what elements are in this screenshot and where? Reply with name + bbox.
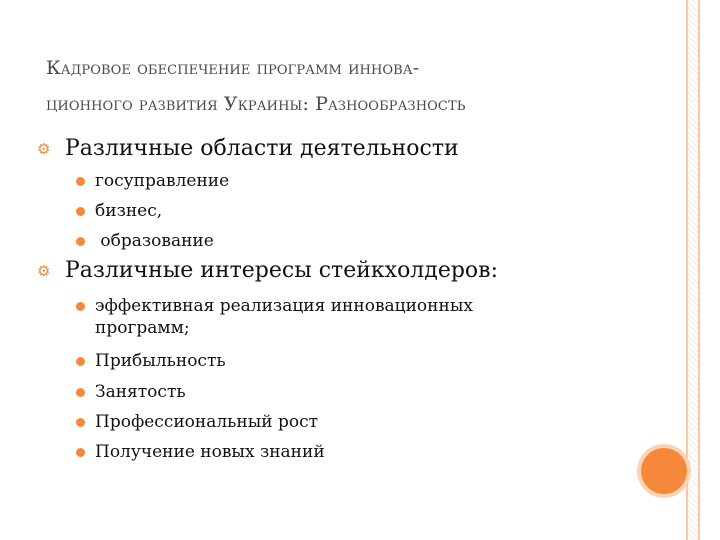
gear-icon: ⚙	[37, 261, 51, 280]
dot-icon	[76, 448, 85, 457]
title-line-1: Кадровое обеспечение программ иннова-	[46, 57, 420, 79]
dot-icon	[76, 177, 85, 186]
section-heading	[37, 258, 498, 283]
dot-icon	[76, 237, 85, 246]
slide-title	[46, 50, 646, 122]
list-item: Профессиональный рост	[76, 411, 555, 433]
dot-icon	[76, 357, 85, 366]
section-heading-text: Различные области деятельности	[65, 136, 459, 161]
list-item: госуправление	[76, 170, 555, 192]
section-heading-text: Различные интересы стейкхолдеров:	[65, 258, 498, 283]
title-line-2: ционного развития Украины: Разнообразность	[46, 93, 466, 115]
list-item: образование	[76, 230, 555, 252]
list-item: эффективная реализация инновационных программ;	[76, 295, 555, 339]
decorative-circle	[641, 448, 687, 494]
decorative-border-stripe	[686, 0, 700, 540]
list-item: Прибыльность	[76, 350, 555, 372]
list-item: Занятость	[76, 381, 555, 403]
dot-icon	[76, 207, 85, 216]
list-item: бизнес,	[76, 200, 555, 222]
dot-icon	[76, 388, 85, 397]
dot-icon	[76, 302, 85, 311]
section-heading	[37, 136, 459, 161]
list-item: Получение новых знаний	[76, 441, 555, 463]
gear-icon: ⚙	[37, 139, 51, 158]
dot-icon	[76, 418, 85, 427]
